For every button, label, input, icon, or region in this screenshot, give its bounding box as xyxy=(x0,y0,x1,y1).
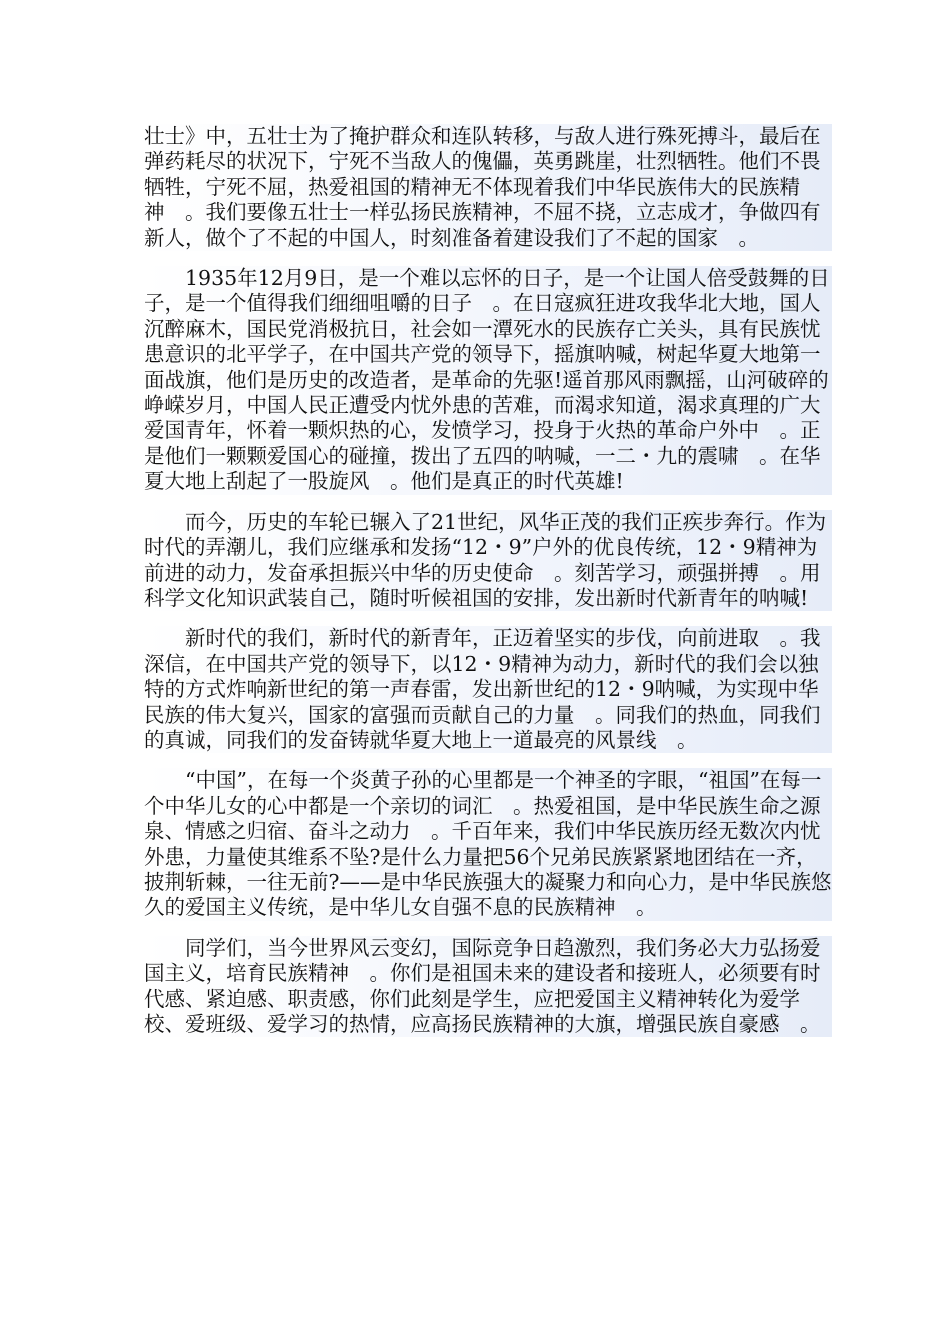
paragraph-3: 而今，历史的车轮已辗入了21世纪，风华正茂的我们正疾步奔行。作为时代的弄潮儿，我们应继承和发扬“12・9”户外的优良传统，12・9精神为前进的动力，发奋承担振兴中华的历史使命 。刻苦学习，顽强拼搏 。用科学文化知识武装自己，随时听候祖国的安排，发出新时代新青年的呐喊! xyxy=(144,510,832,612)
document-body xyxy=(144,124,832,1052)
paragraph-6: 同学们，当今世界风云变幻，国际竞争日趋激烈，我们务必大力弘扬爱国主义，培育民族精神 。你们是祖国未来的建设者和接班人，必须要有时代感、紧迫感、职责感，你们此刻是学生，应把爱国主义精神转化为爱学校、爱班级、爱学习的热情，应高扬民族精神的大旗，增强民族自豪感 。 xyxy=(144,936,832,1038)
paragraph-1: 壮士》中，五壮士为了掩护群众和连队转移，与敌人进行殊死搏斗，最后在弹药耗尽的状况下，宁死不当敌人的傀儡，英勇跳崖，壮烈牺牲。他们不畏牺牲，宁死不屈，热爱祖国的精神无不体现着我们中华民族伟大的民族精神 。我们要像五壮士一样弘扬民族精神，不屈不挠，立志成才，争做四有新人，做个了不起的中国人，时刻准备着建设我们了不起的国家 。 xyxy=(144,124,832,251)
paragraph-2: 1935年12月9日，是一个难以忘怀的日子，是一个让国人倍受鼓舞的日子，是一个值得我们细细咀嚼的日子 。在日寇疯狂进攻我华北大地，国人沉醉麻木，国民党消极抗日，社会如一潭死水的民族存亡关头，具有民族忧患意识的北平学子，在中国共产党的领导下，摇旗呐喊，树起华夏大地第一面战旗，他们是历史的改造者，是革命的先驱!遥首那风雨飘摇，山河破碎的峥嵘岁月，中国人民正遭受内忧外患的苦难，而渴求知道，渴求真理的广大爱国青年，怀着一颗炽热的心，发愤学习，投身于火热的革命户外中 。正是他们一颗颗爱国心的碰撞，拨出了五四的呐喊，一二・九的震啸 。在华夏大地上刮起了一股旋风 。他们是真正的时代英雄! xyxy=(144,266,832,495)
paragraph-5: “中国”，在每一个炎黄子孙的心里都是一个神圣的字眼，“祖国”在每一个中华儿女的心中都是一个亲切的词汇 。热爱祖国，是中华民族生命之源泉、情感之归宿、奋斗之动力 。千百年来，我们中华民族历经无数次内忧外患，力量使其维系不坠?是什么力量把56个兄弟民族紧紧地团结在一齐，披荆斩棘，一往无前?——是中华民族强大的凝聚力和向心力，是中华民族悠久的爱国主义传统，是中华儿女自强不息的民族精神 。 xyxy=(144,768,832,920)
paragraph-4: 新时代的我们，新时代的新青年，正迈着坚实的步伐，向前进取 。我深信，在中国共产党的领导下，以12・9精神为动力，新时代的我们会以独特的方式炸响新世纪的第一声春雷，发出新世纪的12・9呐喊，为实现中华民族的伟大复兴，国家的富强而贡献自己的力量 。同我们的热血，同我们的真诚，同我们的发奋铸就华夏大地上一道最亮的风景线 。 xyxy=(144,626,832,753)
